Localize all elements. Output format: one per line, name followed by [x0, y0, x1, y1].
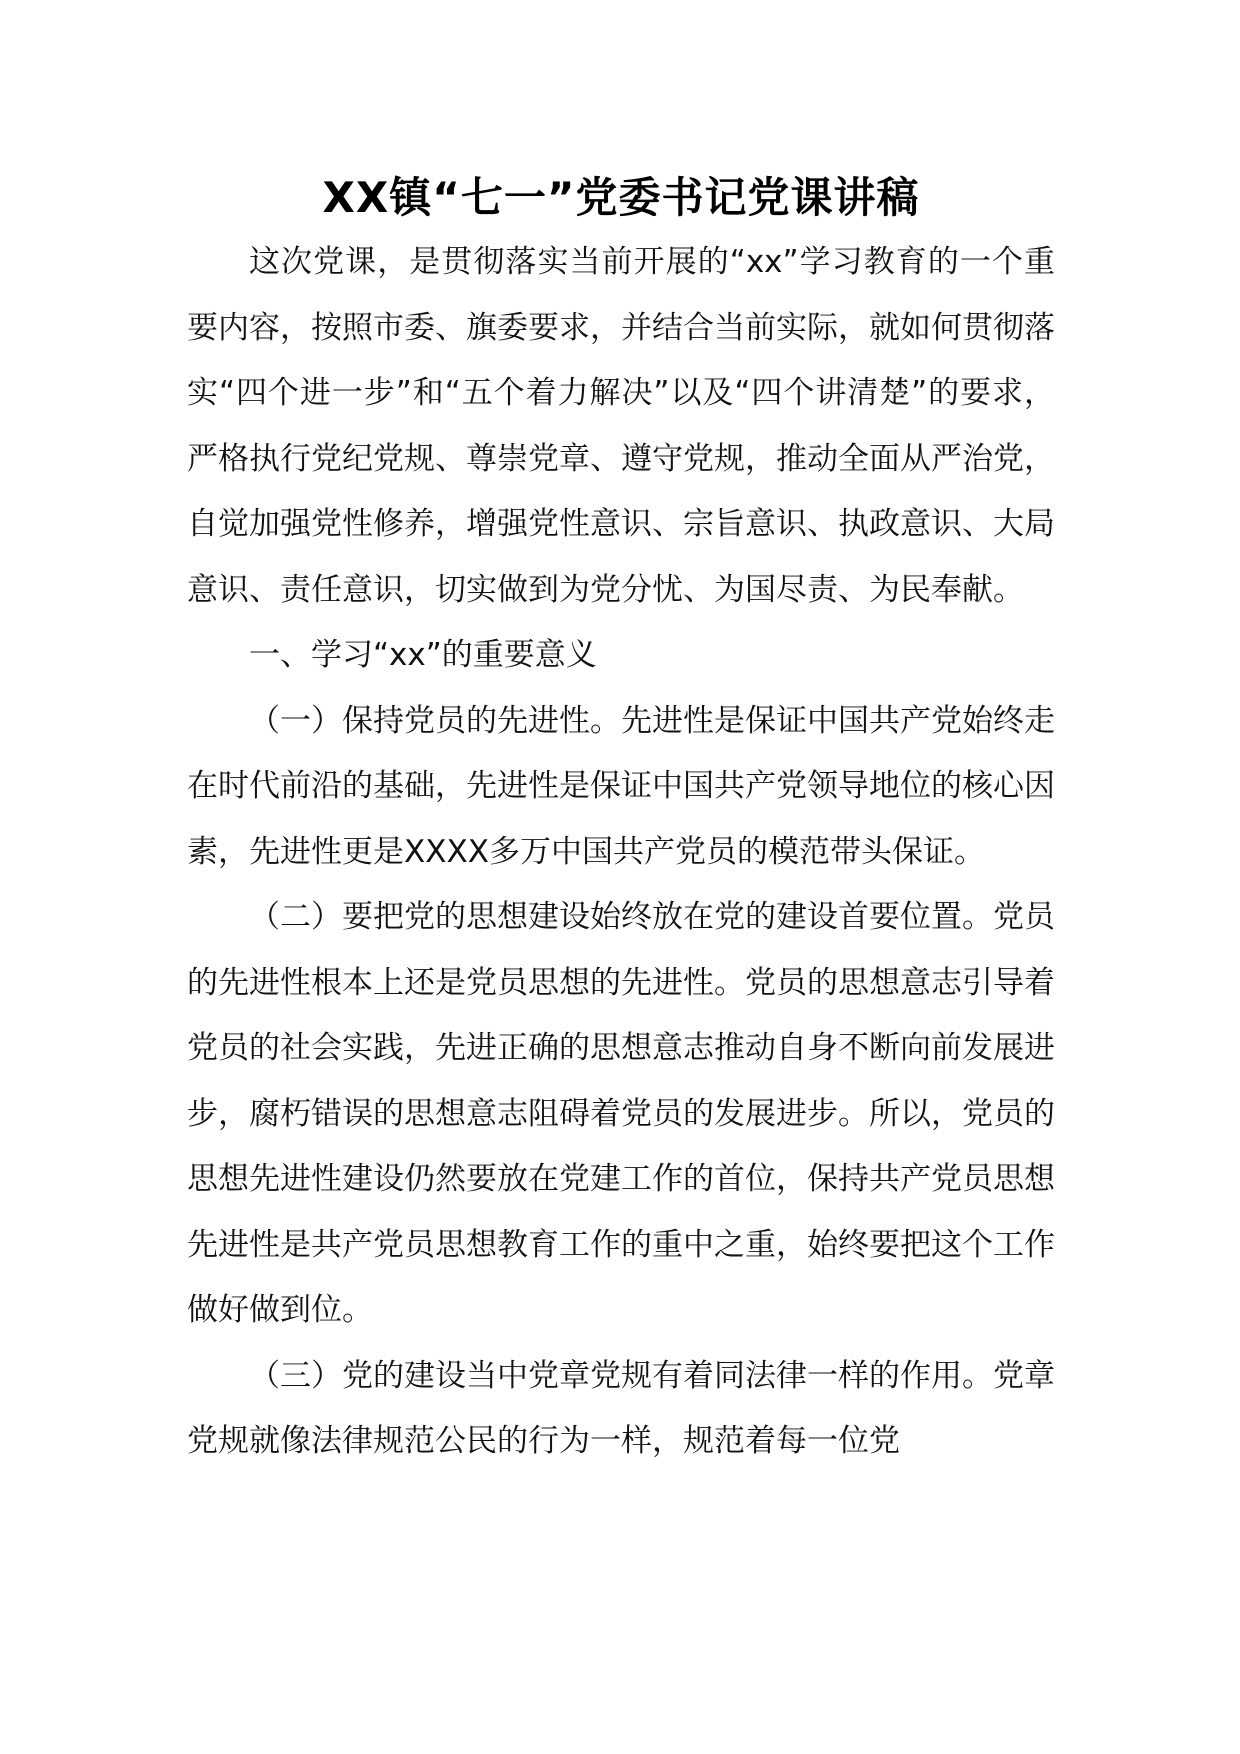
section-heading-1: 一、学习“xx”的重要意义: [249, 637, 597, 673]
paragraph-point-2: （二）要把党的思想建设始终放在党的建设首要位置。党员的先进性根本上还是党员思想的先进性。党员的思想意志引导着党员的社会实践，先进正确的思想意志推动自身不断向前发展进步，腐朽错误的思想意志阻碍着党员的发展进步。所以，党员的思想先进性建设仍然要放在党建工作的首位，保持共产党员思想先进性是共产党员思想教育工作的重中之重，始终要把这个工作做好做到位。: [187, 899, 1055, 1328]
paragraph-point-1: （一）保持党员的先进性。先进性是保证中国共产党始终走在时代前沿的基础，先进性是保证中国共产党领导地位的核心因素，先进性更是XXXX多万中国共产党员的模范带头保证。: [187, 702, 1055, 870]
paragraph-intro: 这次党课，是贯彻落实当前开展的“xx”学习教育的一个重要内容，按照市委、旗委要求，并结合当前实际，就如何贯彻落实“四个进一步”和“五个着力解决”以及“四个讲清楚”的要求，严格执行党纪党规、尊崇党章、遵守党规，推动全面从严治党，自觉加强党性修养，增强党性意识、宗旨意识、执政意识、大局意识、责任意识，切实做到为党分忧、为国尽责、为民奉献。: [187, 244, 1055, 608]
paragraph-point-3: （三）党的建设当中党章党规有着同法律一样的作用。党章党规就像法律规范公民的行为一样，规范着每一位党: [187, 1357, 1055, 1459]
document-body: [187, 166, 1055, 1475]
document-title: XX镇“七一”党委书记党课讲稿: [322, 173, 920, 222]
